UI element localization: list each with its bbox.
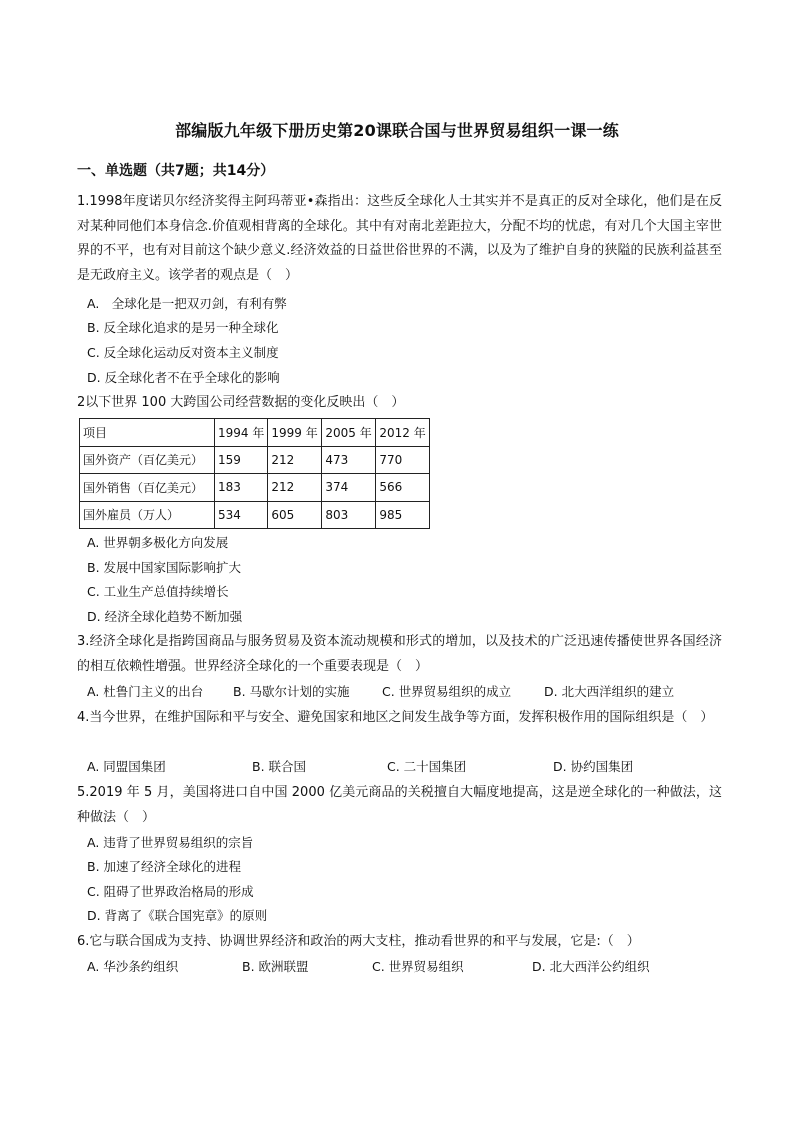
- question-3-option-a: A. 杜鲁门主义的出台: [87, 684, 204, 699]
- table-header-cell: 2005 年: [322, 419, 376, 447]
- table-cell: 374: [322, 474, 376, 502]
- question-1-option-d: D. 反全球化者不在乎全球化的影响: [87, 370, 280, 385]
- table-cell: 212: [268, 446, 322, 474]
- question-6-stem: 6.它与联合国成为支持、协调世界经济和政治的两大支柱，推动看世界的和平与发展，它是:（ ）: [77, 934, 640, 949]
- table-cell: 605: [268, 501, 322, 529]
- table-cell: 国外资产（百亿美元）: [80, 446, 215, 474]
- table-row: [80, 501, 430, 529]
- question-3-option-b: B. 马歇尔计划的实施: [233, 684, 350, 699]
- table-cell: 566: [376, 474, 430, 502]
- table-header-cell: 2012 年: [376, 419, 430, 447]
- question-2-option-c: C. 工业生产总值持续增长: [87, 584, 229, 599]
- question-2-option-a: A. 世界朝多极化方向发展: [87, 535, 229, 550]
- table-cell: 770: [376, 446, 430, 474]
- data-table: [79, 418, 430, 529]
- question-1-stem: 1.1998年度诺贝尔经济奖得主阿玛蒂亚•森指出：这些反全球化人士其实并不是真正的反对全球化，他们是在反对某种同他们本身信念.价值观相背离的全球化。其中有对南北差距拉大，分配不均的忧虑，有对几个大国主宰世界的不平，也有对目前这个缺少意义.经济效益的日益世俗世界的不满，以及为了维护自身的狭隘的民族利益甚至是无政府主义。该学者的观点是（ ）: [77, 194, 722, 283]
- question-1-option-c: C. 反全球化运动反对资本主义制度: [87, 345, 279, 360]
- table-row: [80, 474, 430, 502]
- question-4-option-a: A. 同盟国集团: [87, 759, 166, 774]
- question-6-option-b: B. 欧洲联盟: [242, 959, 309, 974]
- question-3-option-d: D. 北大西洋组织的建立: [544, 684, 675, 699]
- question-2-option-d: D. 经济全球化趋势不断加强: [87, 609, 243, 624]
- table-header-cell: 1999 年: [268, 419, 322, 447]
- question-4-stem: 4.当今世界，在维护国际和平与安全、避免国家和地区之间发生战争等方面，发挥积极作用的国际组织是（ ）: [77, 710, 714, 725]
- question-6-option-a: A. 华沙条约组织: [87, 959, 179, 974]
- table-cell: 473: [322, 446, 376, 474]
- table-header-row: [80, 419, 430, 447]
- table-header-cell: 项目: [80, 419, 215, 447]
- section-heading: 一、单选题（共7题；共14分）: [77, 163, 275, 179]
- table-cell: 159: [215, 446, 268, 474]
- question-1-option-a: A. 全球化是一把双刃剑，有利有弊: [87, 296, 287, 311]
- question-5-option-a: A. 违背了世界贸易组织的宗旨: [87, 835, 254, 850]
- table-cell: 212: [268, 474, 322, 502]
- table-cell: 534: [215, 501, 268, 529]
- question-4-option-d: D. 协约国集团: [553, 759, 634, 774]
- question-1-option-b: B. 反全球化追求的是另一种全球化: [87, 320, 279, 335]
- question-6-option-d: D. 北大西洋公约组织: [532, 959, 650, 974]
- question-3-stem: 3.经济全球化是指跨国商品与服务贸易及资本流动规模和形式的增加，以及技术的广泛迅速传播使世界各国经济的相互依赖性增强。世界经济全球化的一个重要表现是（ ）: [77, 634, 722, 674]
- question-2-option-b: B. 发展中国家国际影响扩大: [87, 560, 242, 575]
- table-header-cell: 1994 年: [215, 419, 268, 447]
- question-6-option-c: C. 世界贸易组织: [372, 959, 464, 974]
- table-cell: 国外销售（百亿美元）: [80, 474, 215, 502]
- table-cell: 183: [215, 474, 268, 502]
- question-2-stem: 2以下世界 100 大跨国公司经营数据的变化反映出（ ）: [77, 395, 405, 410]
- question-5-stem: 5.2019 年 5 月，美国将进口自中国 2000 亿美元商品的关税擅自大幅度地提高，这是逆全球化的一种做法，这种做法（ ）: [77, 785, 722, 825]
- table-row: [80, 446, 430, 474]
- question-5-option-c: C. 阻碍了世界政治格局的形成: [87, 884, 254, 899]
- table-cell: 985: [376, 501, 430, 529]
- table-cell: 国外雇员（万人）: [80, 501, 215, 529]
- question-5-option-b: B. 加速了经济全球化的进程: [87, 859, 242, 874]
- question-5-option-d: D. 背离了《联合国宪章》的原则: [87, 908, 268, 923]
- document-title: 部编版九年级下册历史第20课联合国与世界贸易组织一课一练: [175, 121, 619, 140]
- question-4-option-b: B. 联合国: [252, 759, 307, 774]
- question-3-option-c: C. 世界贸易组织的成立: [382, 684, 512, 699]
- question-4-option-c: C. 二十国集团: [387, 759, 467, 774]
- table-cell: 803: [322, 501, 376, 529]
